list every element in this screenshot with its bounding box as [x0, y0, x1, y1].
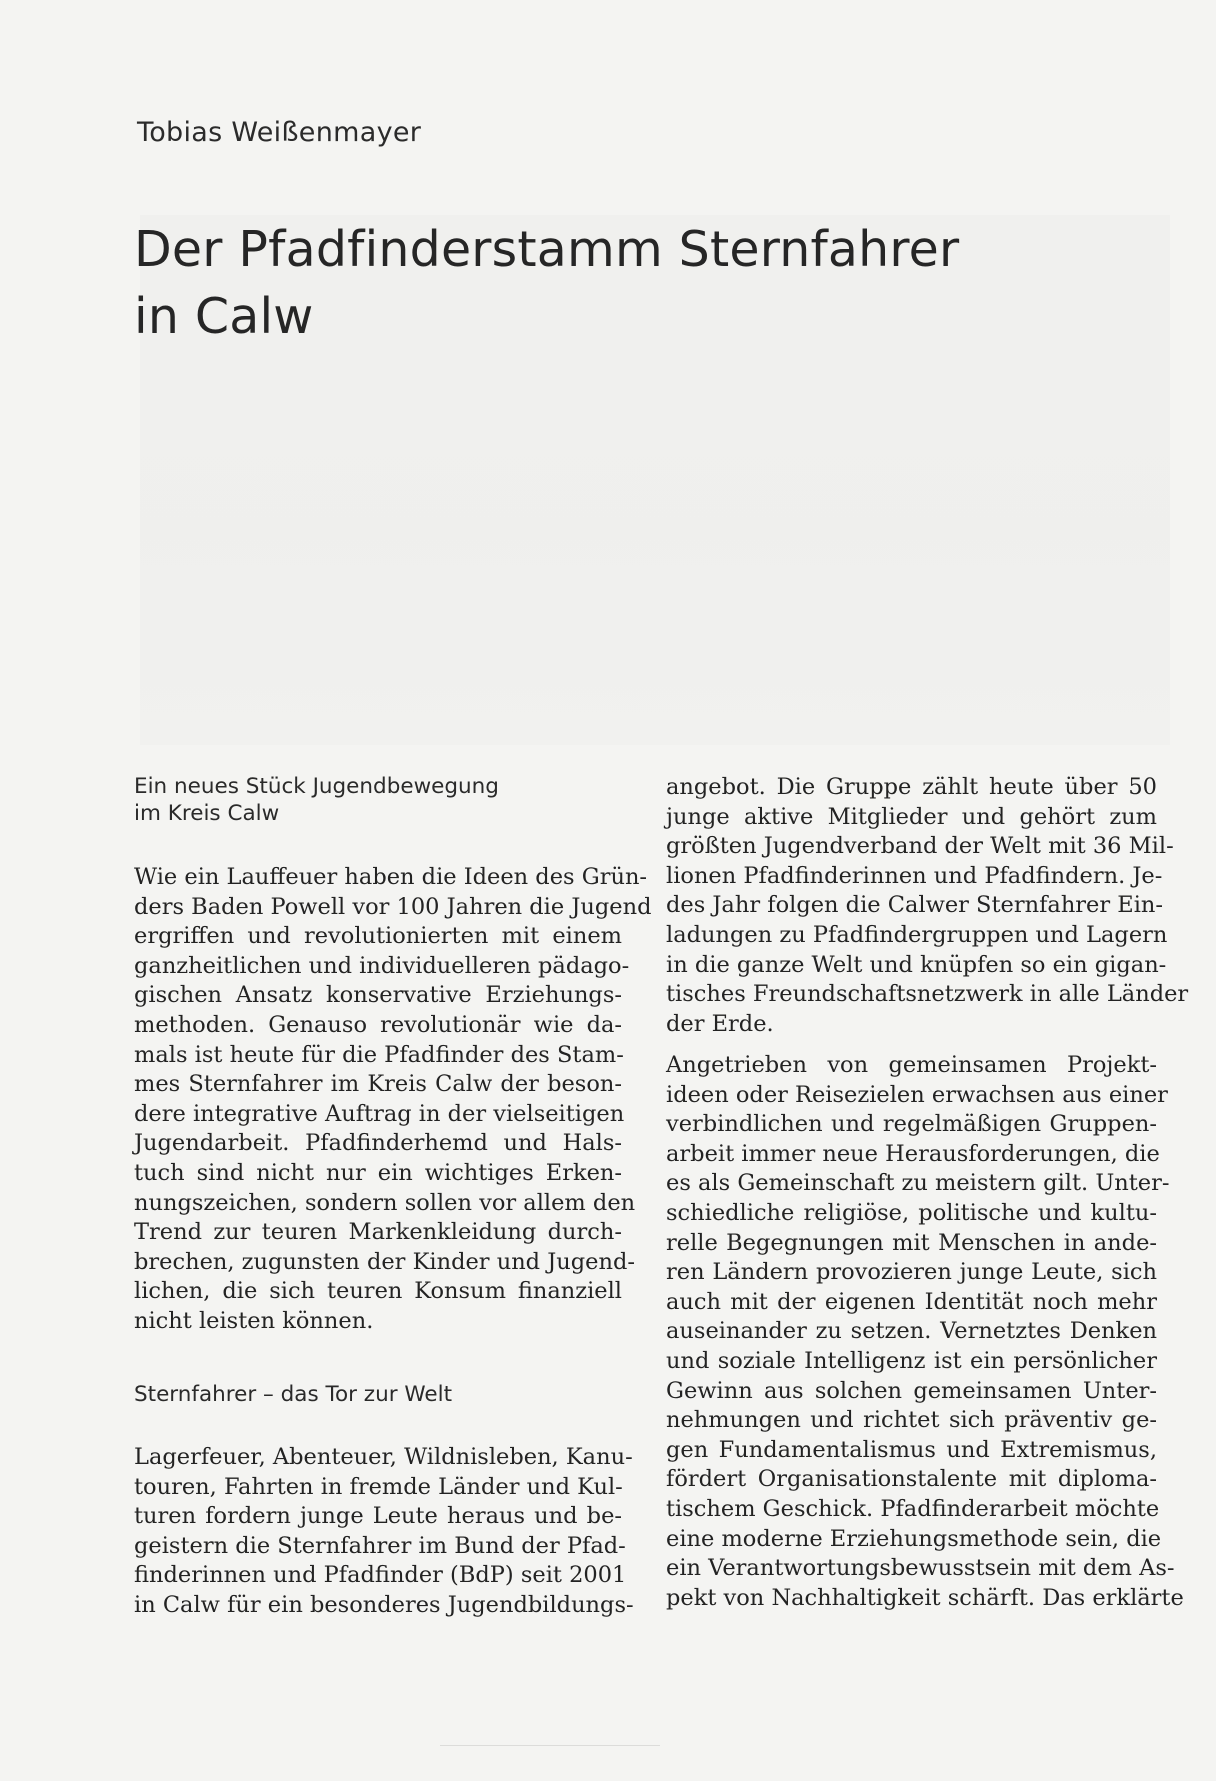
- text-line: finderinnen und Pfadfinder (BdP) seit 2001: [134, 1562, 627, 1589]
- text-line: ideen oder Reisezielen erwachsen aus einer: [666, 1081, 1168, 1108]
- text-line: in Calw für ein besonderes Jugendbildungs-: [134, 1591, 634, 1618]
- text-line: ergriffen und revolutionierten mit einem: [134, 923, 622, 950]
- text-line: dere integrative Auftrag in der vielseitigen: [134, 1100, 625, 1127]
- subheading-line-1: Ein neues Stück Jugendbewegung: [134, 774, 499, 799]
- bottom-rule: [440, 1745, 660, 1746]
- text-line: Gewinn aus solchen gemeinsamen Unter-: [666, 1377, 1157, 1404]
- subheading-line-2: im Kreis Calw: [134, 801, 280, 826]
- text-line: angebot. Die Gruppe zählt heute über 50: [666, 774, 1157, 800]
- text-line: lionen Pfadfinderinnen und Pfadfindern. Je-: [666, 862, 1163, 889]
- text-line: nehmungen und richtet sich präventiv ge-: [666, 1407, 1157, 1434]
- text-line: Wie ein Lauffeuer haben die Ideen des Grün-: [134, 864, 648, 890]
- text-line: des Jahr folgen die Calwer Sternfahrer Ein-: [666, 892, 1163, 919]
- text-line: ders Baden Powell vor 100 Jahren die Jugend: [134, 893, 652, 920]
- paragraph-angetrieben: [666, 1051, 1184, 1613]
- text-line: brechen, zugunsten der Kinder und Jugend-: [134, 1248, 635, 1275]
- text-line: ein Verantwortungsbewusstsein mit dem As-: [666, 1555, 1175, 1582]
- text-line: relle Begegnungen mit Menschen in ande-: [666, 1229, 1157, 1256]
- text-line: größten Jugendverband der Welt mit 36 Mil-: [666, 833, 1174, 860]
- text-line: auseinander zu setzen. Vernetztes Denken: [666, 1318, 1157, 1345]
- text-line: tuch sind nicht nur ein wichtiges Erken-: [134, 1159, 622, 1186]
- title-line-1: Der Pfadfinderstamm Sternfahrer: [134, 221, 960, 278]
- text-line: arbeit immer neue Herausforderungen, die: [666, 1140, 1160, 1167]
- text-line: Lagerfeuer, Abenteuer, Wildnisleben, Kanu-: [134, 1444, 633, 1470]
- text-line: tisches Freundschaftsnetzwerk in alle Länder: [666, 981, 1189, 1008]
- text-line: schiedliche religiöse, politische und kultu-: [666, 1199, 1157, 1226]
- text-line: gen Fundamentalismus und Extremismus,: [666, 1436, 1157, 1463]
- text-line: auch mit der eigenen Identität noch mehr: [666, 1288, 1157, 1315]
- text-line: methoden. Genauso revolutionär wie da-: [134, 1011, 622, 1038]
- text-line: und soziale Intelligenz ist ein persönlicher: [666, 1347, 1157, 1374]
- text-line: nicht leisten können.: [134, 1307, 374, 1334]
- text-line: ren Ländern provozieren junge Leute, sich: [666, 1259, 1157, 1286]
- text-line: nungszeichen, sondern sollen vor allem den: [134, 1189, 636, 1216]
- subheading-tor-zur-welt: Sternfahrer – das Tor zur Welt: [134, 1382, 452, 1407]
- text-line: fördert Organisationstalente mit diploma-: [666, 1466, 1157, 1493]
- text-line: der Erde.: [666, 1010, 774, 1037]
- text-line: mals ist heute für die Pfadfinder des Stam-: [134, 1041, 624, 1068]
- article-title: [134, 216, 1134, 350]
- text-line: ganzheitlichen und individuelleren pädago-: [134, 952, 630, 979]
- text-line: junge aktive Mitglieder und gehört zum: [666, 803, 1157, 830]
- text-line: gischen Ansatz konservative Erziehungs-: [134, 982, 622, 1009]
- text-line: verbindlichen und regelmäßigen Gruppen-: [666, 1111, 1157, 1138]
- text-line: es als Gemeinschaft zu meistern gilt. Unter-: [666, 1170, 1170, 1197]
- author-name: Tobias Weißenmayer: [137, 117, 422, 148]
- text-line: Trend zur teuren Markenkleidung durch-: [134, 1219, 622, 1246]
- paragraph-intro: [134, 863, 652, 1337]
- text-line: Angetrieben von gemeinsamen Projekt-: [666, 1052, 1157, 1078]
- paragraph-angebot: [666, 773, 1189, 1039]
- text-line: turen fordern junge Leute heraus und be-: [134, 1503, 622, 1530]
- text-line: geistern die Sternfahrer im Bund der Pfad-: [134, 1532, 626, 1559]
- text-line: in die ganze Welt und knüpfen so ein gigan-: [666, 951, 1167, 978]
- text-line: tischem Geschick. Pfadfinderarbeit möchte: [666, 1495, 1160, 1522]
- text-line: Jugendarbeit. Pfadfinderhemd und Hals-: [134, 1130, 622, 1157]
- text-line: mes Sternfahrer im Kreis Calw der beson-: [134, 1071, 622, 1098]
- text-line: lichen, die sich teuren Konsum finanziell: [134, 1278, 622, 1305]
- text-line: ladungen zu Pfadfindergruppen und Lagern: [666, 921, 1168, 948]
- text-line: pekt von Nachhaltigkeit schärft. Das erklärte: [666, 1584, 1184, 1611]
- subheading-jugendbewegung: [134, 773, 499, 827]
- title-line-2: in Calw: [134, 288, 314, 345]
- text-line: touren, Fahrten in fremde Länder und Kul-: [134, 1473, 623, 1500]
- paragraph-lagerfeuer: [134, 1443, 634, 1621]
- text-line: eine moderne Erziehungsmethode sein, die: [666, 1525, 1162, 1552]
